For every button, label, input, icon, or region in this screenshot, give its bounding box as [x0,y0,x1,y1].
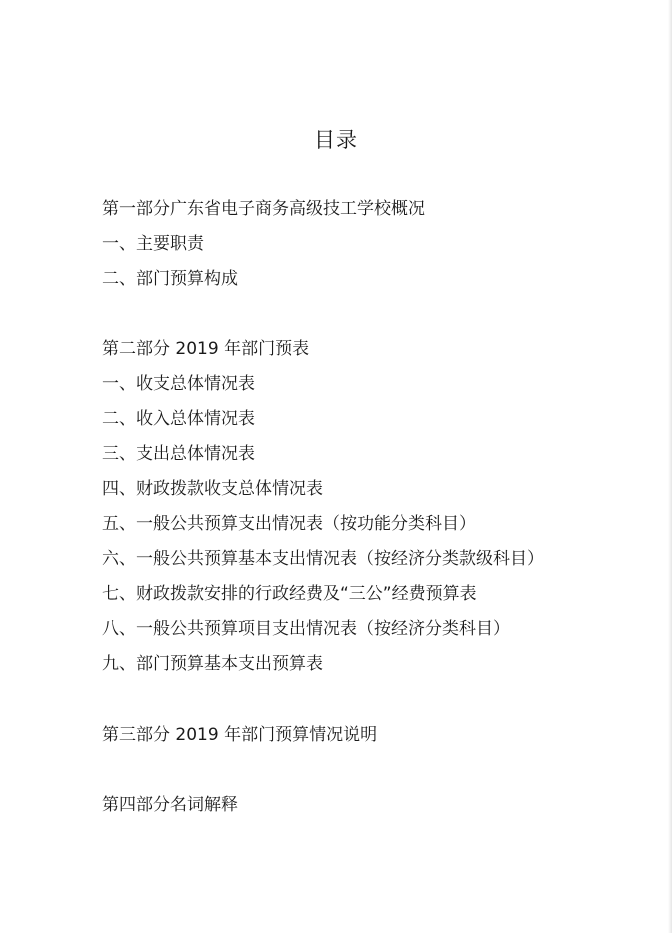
toc-item: 九、部门预算基本支出预算表 [102,654,323,674]
toc-item: 四、财政拨款收支总体情况表 [102,479,323,499]
toc-item: 二、部门预算构成 [102,269,238,289]
toc-title: 目录 [314,128,358,152]
toc-item: 五、一般公共预算支出情况表（按功能分类科目） [102,514,476,534]
toc-section-2-heading: 第二部分 2019 年部门预表 [102,339,310,359]
toc-item: 一、收支总体情况表 [102,374,255,394]
toc-section-1-heading: 第一部分广东省电子商务高级技工学校概况 [102,199,425,219]
toc-section-3-heading: 第三部分 2019 年部门预算情况说明 [102,725,378,745]
toc-item: 一、主要职责 [102,234,204,254]
toc-item: 二、收入总体情况表 [102,409,255,429]
toc-item: 七、财政拨款安排的行政经费及“三公”经费预算表 [102,584,477,604]
toc-item: 八、一般公共预算项目支出情况表（按经济分类科目） [102,619,510,639]
toc-section-4-heading: 第四部分名词解释 [102,795,238,815]
toc-item: 三、支出总体情况表 [102,444,255,464]
toc-item: 六、一般公共预算基本支出情况表（按经济分类款级科目） [102,549,544,569]
